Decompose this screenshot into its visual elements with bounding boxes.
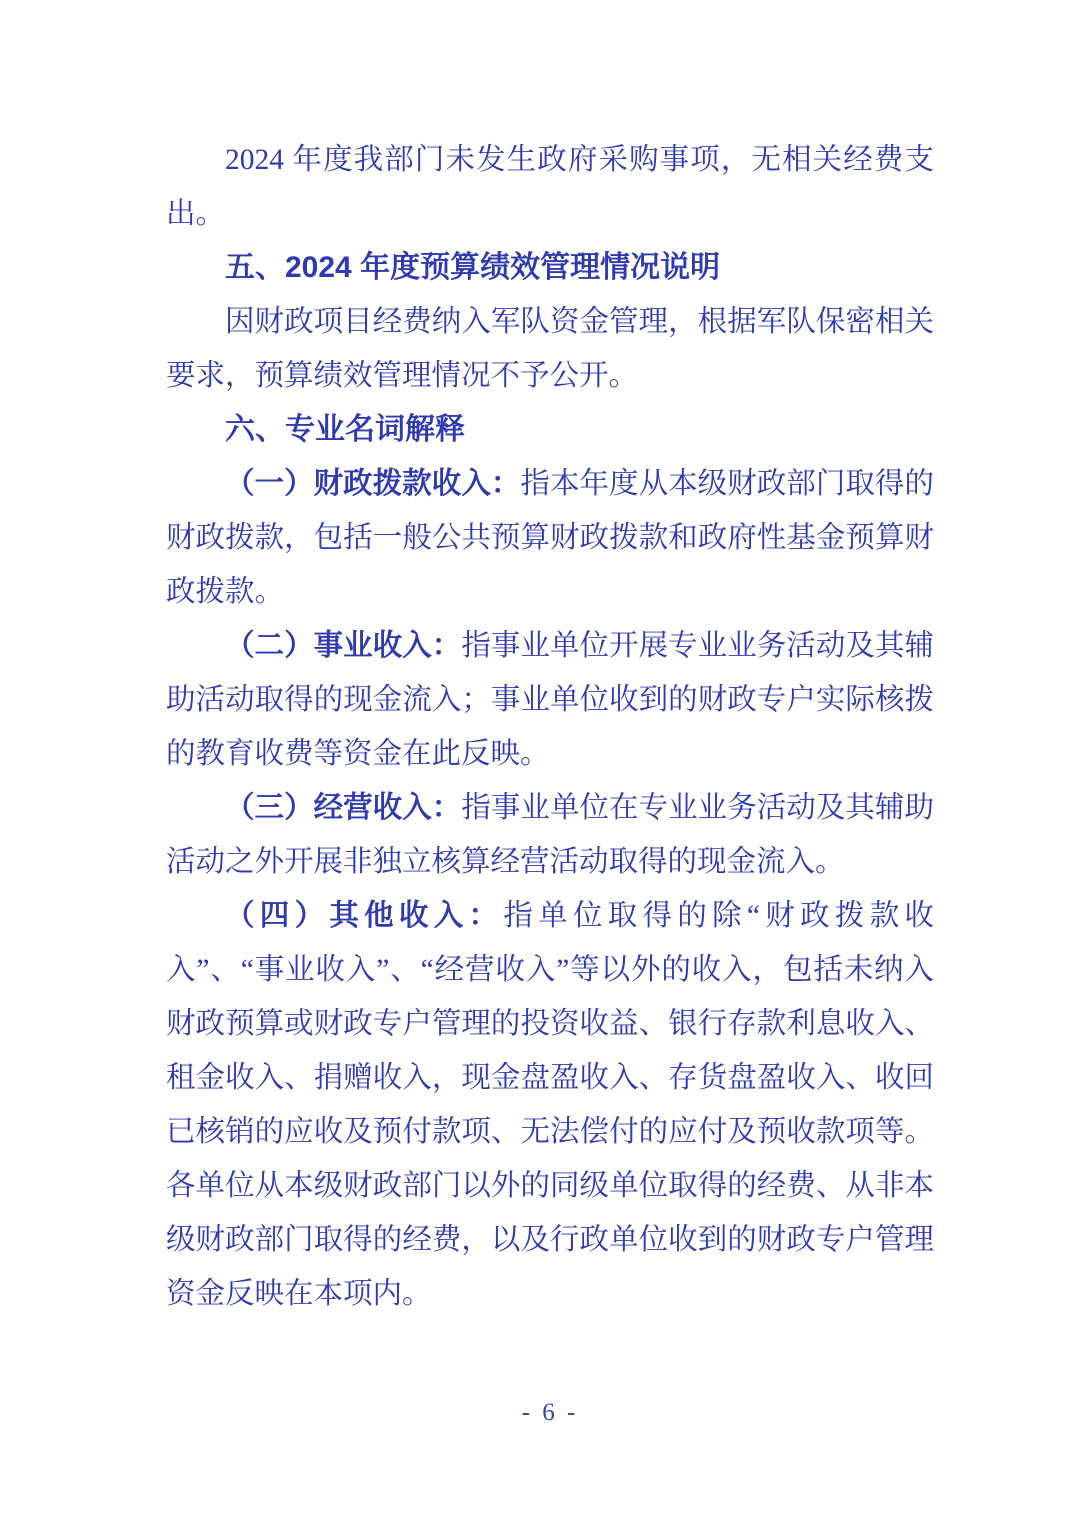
term-lead-fiscal-appropriation: （一）财政拨款收入： <box>225 468 521 500</box>
page-number: - 6 - <box>521 1399 579 1426</box>
term-body-fiscal-appropriation: 指本年度从本级财政部门取得的财政拨款，包括一般公共预算财政拨款和政府性基金预算财政拨款。 <box>166 468 934 608</box>
term-body-operating-income: 指事业单位在专业业务活动及其辅助活动之外开展非独立核算经营活动取得的现金流入。 <box>166 792 934 878</box>
paragraph-term-institutional-income <box>166 619 934 781</box>
term-lead-other-income: （四）其他收入： <box>225 900 504 932</box>
term-body-institutional-income: 指事业单位开展专业业务活动及其辅助活动取得的现金流入；事业单位收到的财政专户实际核拨的教育收费等资金在此反映。 <box>166 630 934 770</box>
term-body-other-income: 指单位取得的除“财政拨款收入”、“事业收入”、“经营收入”等以外的收入，包括未纳入财政预算或财政专户管理的投资收益、银行存款利息收入、租金收入、捐赠收入，现金盘盈收入、存货盘盈收入、收回已核销的应收及预付款项、无法偿付的应付及预收款项等。各单位从本级财政部门以外的同级单位取得的经费、从非本级财政部门取得的经费，以及行政单位收到的财政专户管理资金反映在本项内。 <box>166 900 934 1310</box>
heading-section-6: 六、专业名词解释 <box>225 413 465 446</box>
heading-section-5: 五、2024 年度预算绩效管理情况说明 <box>225 251 721 284</box>
paragraph-performance: 因财政项目经费纳入军队资金管理，根据军队保密相关要求，预算绩效管理情况不予公开。 <box>166 306 934 392</box>
paragraph-term-fiscal-appropriation <box>166 457 934 619</box>
term-lead-institutional-income: （二）事业收入： <box>225 630 462 662</box>
paragraph-term-other-income <box>166 889 934 1321</box>
paragraph-term-operating-income <box>166 781 934 889</box>
paragraph-procurement: 2024 年度我部门未发生政府采购事项，无相关经费支出。 <box>166 144 934 230</box>
term-lead-operating-income: （三）经营收入： <box>225 792 462 824</box>
document-body <box>166 133 934 1321</box>
